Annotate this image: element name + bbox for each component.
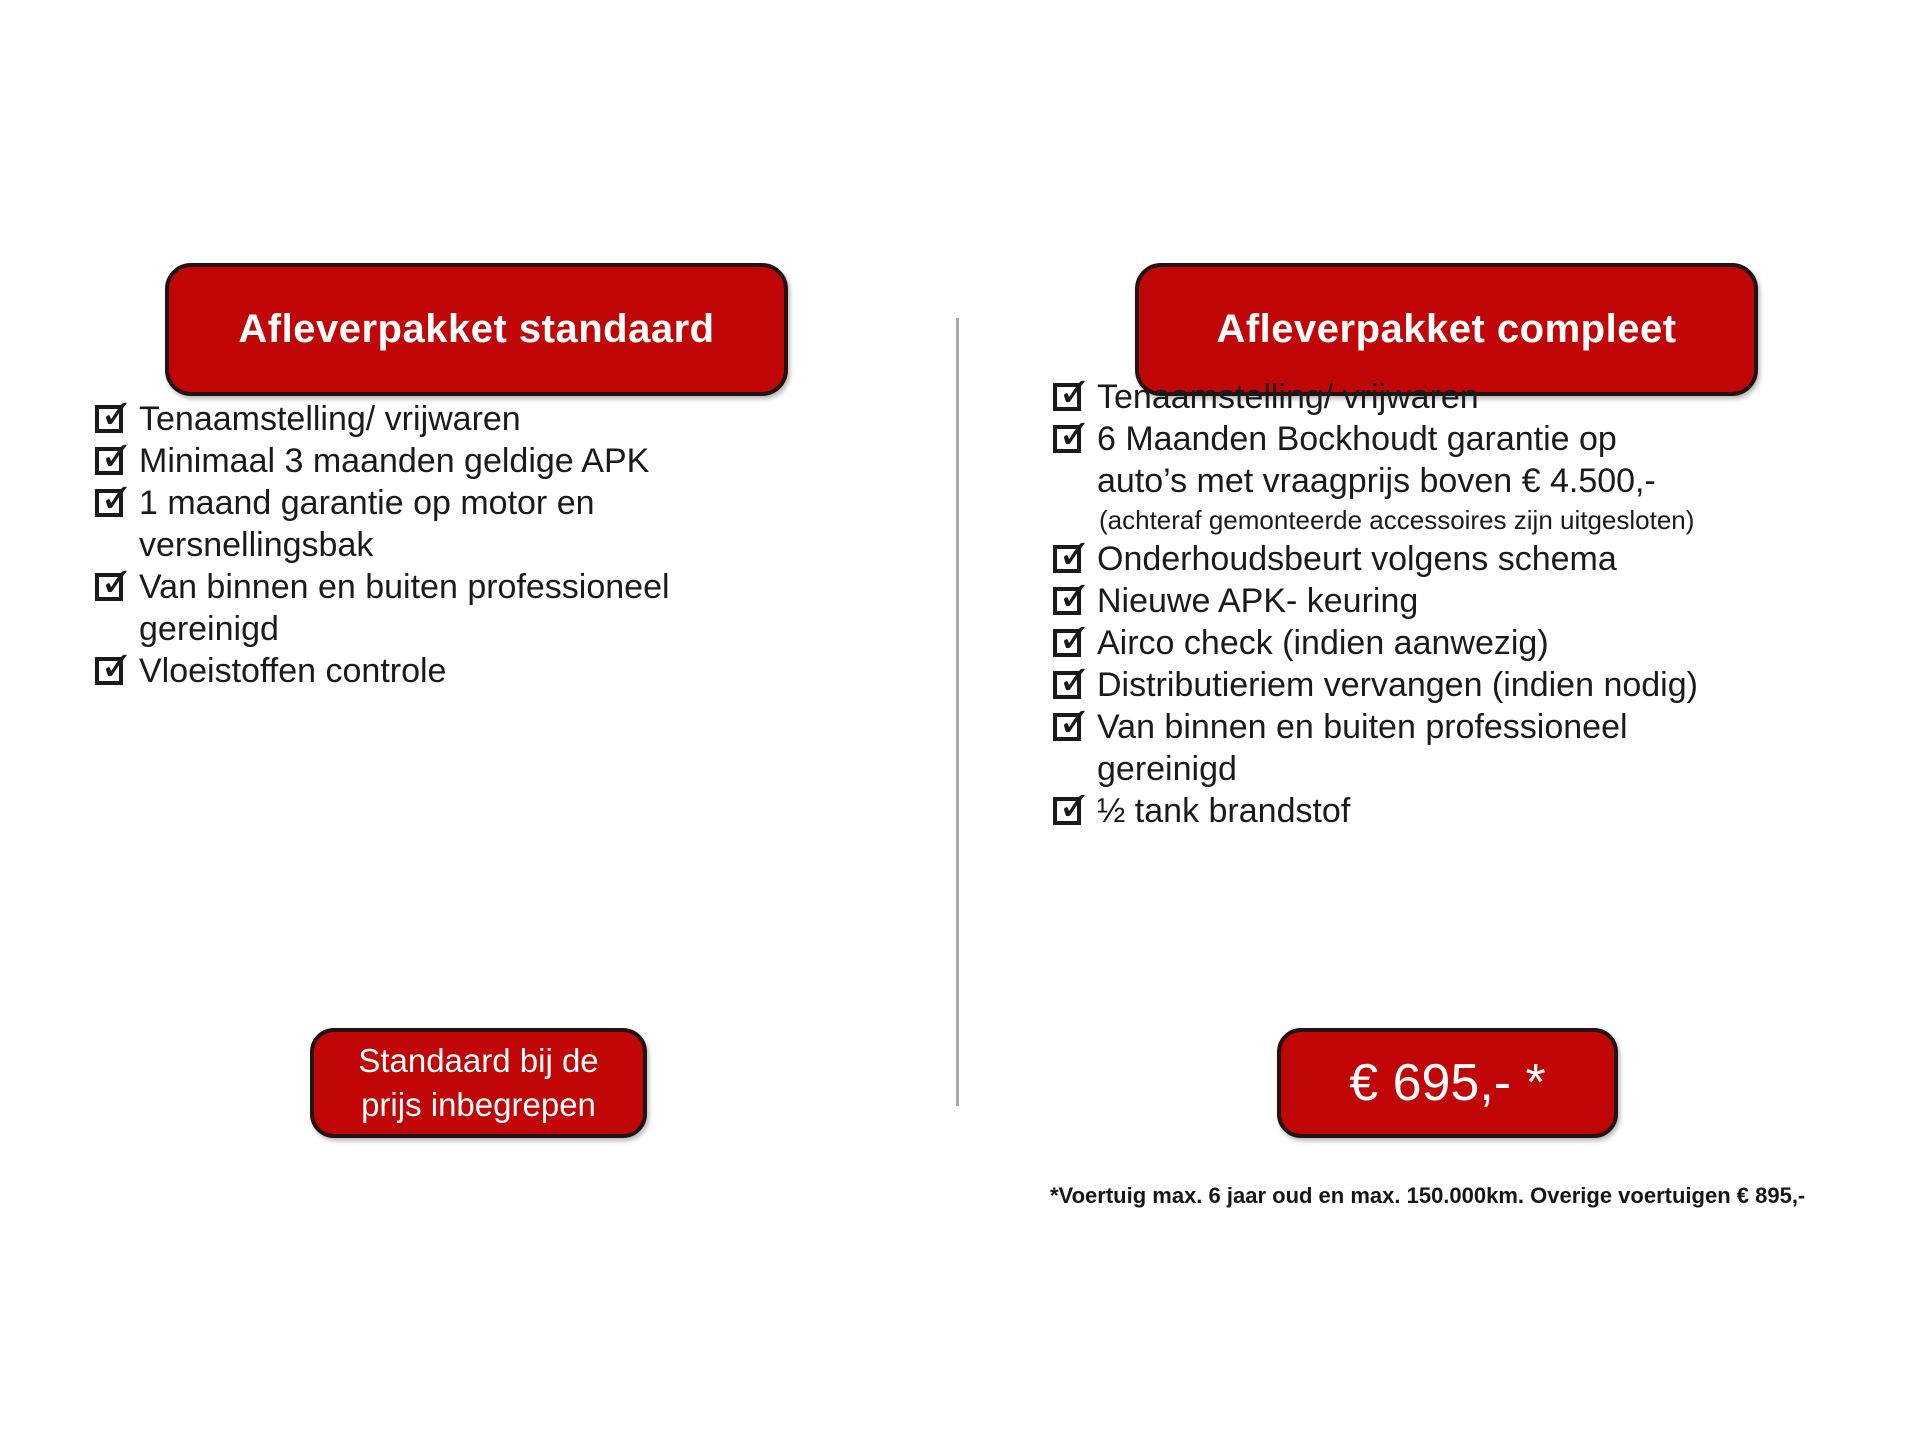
checklist-item-text: Tenaamstelling/ vrijwaren bbox=[1097, 378, 1479, 416]
checkbox-checked-icon bbox=[1053, 797, 1081, 825]
checkbox-checked-icon bbox=[1053, 425, 1081, 453]
checkbox-checked-icon bbox=[1053, 587, 1081, 615]
checklist-item bbox=[95, 650, 735, 692]
checklist-item bbox=[1053, 538, 1833, 580]
checklist-item bbox=[95, 566, 735, 650]
badge-text-line: prijs inbegrepen bbox=[361, 1086, 596, 1123]
checklist-item bbox=[1053, 790, 1833, 832]
checklist-item-text-continued: auto’s met vraagprijs boven € 4.500,- bbox=[1097, 462, 1656, 500]
checklist-item-text: Tenaamstelling/ vrijwaren bbox=[139, 400, 521, 438]
checkbox-checked-icon bbox=[1053, 545, 1081, 573]
checklist-item bbox=[1053, 622, 1833, 664]
checkbox-checked-icon bbox=[1053, 713, 1081, 741]
complete-package-title: Afleverpakket compleet bbox=[1216, 307, 1677, 351]
checklist-item-text: Van binnen en buiten professioneel bbox=[139, 568, 670, 606]
checklist-item bbox=[1053, 376, 1833, 418]
checklist-item-text: Onderhoudsbeurt volgens schema bbox=[1097, 540, 1617, 578]
checkbox-checked-icon bbox=[1053, 629, 1081, 657]
standard-package-title-banner bbox=[165, 263, 788, 396]
complete-package-checklist bbox=[1053, 376, 1833, 832]
checklist-item bbox=[95, 482, 735, 566]
checklist-item-text-continued: versnellingsbak bbox=[139, 526, 374, 564]
checklist-item-text-continued: gereinigd bbox=[139, 610, 279, 648]
checklist-item-text-continued: gereinigd bbox=[1097, 750, 1237, 788]
checklist-item bbox=[1053, 706, 1833, 790]
checkbox-checked-icon bbox=[95, 657, 123, 685]
price-badge bbox=[1277, 1028, 1618, 1138]
checkbox-checked-icon bbox=[1053, 383, 1081, 411]
checklist-item-text: 1 maand garantie op motor en bbox=[139, 484, 595, 522]
checklist-item-text: Nieuwe APK- keuring bbox=[1097, 582, 1419, 620]
checklist-item bbox=[95, 440, 735, 482]
checklist-item-text: ½ tank brandstof bbox=[1097, 792, 1351, 830]
checkbox-checked-icon bbox=[95, 447, 123, 475]
checklist-item-text: Airco check (indien aanwezig) bbox=[1097, 624, 1549, 662]
checklist-item bbox=[1053, 418, 1833, 538]
price-footnote: *Voertuig max. 6 jaar oud en max. 150.000km. Overige voertuigen € 895,- bbox=[1050, 1183, 1806, 1208]
checkbox-checked-icon bbox=[95, 489, 123, 517]
checkbox-checked-icon bbox=[95, 405, 123, 433]
checklist-item-text: Distributieriem vervangen (indien nodig) bbox=[1097, 666, 1698, 704]
standard-package-checklist bbox=[95, 398, 735, 692]
checklist-item-text: Van binnen en buiten professioneel bbox=[1097, 708, 1628, 746]
standard-package-title: Afleverpakket standaard bbox=[238, 307, 715, 351]
column-divider bbox=[956, 318, 959, 1106]
badge-text-line: Standaard bij de bbox=[358, 1042, 599, 1079]
checklist-item-text: 6 Maanden Bockhoudt garantie op bbox=[1097, 420, 1617, 458]
checklist-item bbox=[95, 398, 735, 440]
checkbox-checked-icon bbox=[1053, 671, 1081, 699]
checklist-item-text: Vloeistoffen controle bbox=[139, 652, 447, 690]
checklist-item-note: (achteraf gemonteerde accessoires zijn uitgesloten) bbox=[1099, 505, 1695, 535]
checklist-item bbox=[1053, 664, 1833, 706]
included-in-price-badge bbox=[310, 1028, 647, 1138]
checklist-item bbox=[1053, 580, 1833, 622]
checkbox-checked-icon bbox=[95, 573, 123, 601]
price-text: € 695,- * bbox=[1349, 1054, 1546, 1112]
checklist-item-text: Minimaal 3 maanden geldige APK bbox=[139, 442, 650, 480]
